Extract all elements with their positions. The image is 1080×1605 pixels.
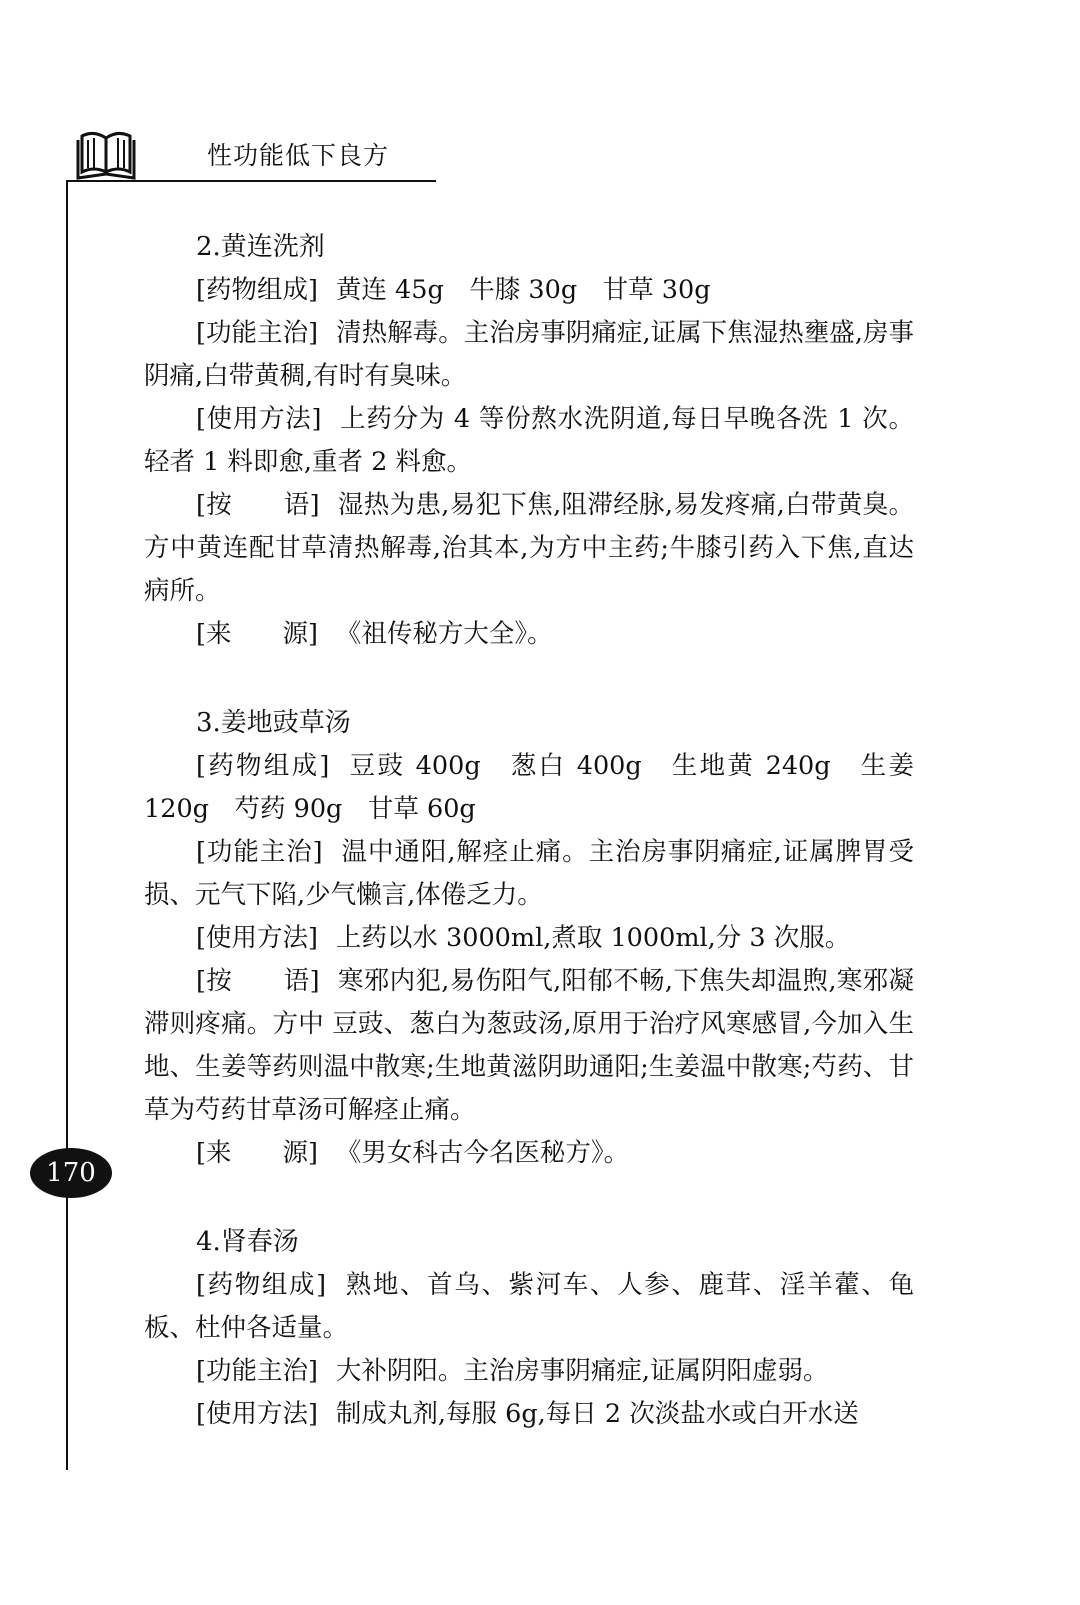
recipe-section (144, 701, 914, 1175)
margin-rule (66, 180, 68, 1470)
entry-text: 清热解毒。主治房事阴痛症,证属下焦湿热壅盛,房事阴痛,白带黄稠,有时有臭味。 (144, 318, 914, 391)
recipe-entry (144, 269, 914, 312)
entry-text: 寒邪内犯,易伤阳气,阳郁不畅,下焦失却温煦,寒邪凝滞则疼痛。方中 豆豉、葱白为葱豉汤,原用于治疗风寒感冒,今加入生地、生姜等药则温中散寒;生地黄滋阴助通阳;生姜温中散寒;芍药、甘草为芍药甘草汤可解痉止痛。 (144, 966, 914, 1125)
recipe-section (144, 1220, 914, 1436)
entry-label: [使用方法] (196, 1399, 318, 1429)
recipe-entry (144, 484, 914, 613)
entry-text: 《男女科古今名医秘方》。 (335, 1138, 630, 1168)
entry-label: [按 语] (196, 966, 320, 996)
entry-label: [来 源] (196, 619, 318, 649)
entry-text: 黄连 45g 牛膝 30g 甘草 30g (335, 275, 711, 305)
recipe-title: 4.肾春汤 (196, 1227, 299, 1257)
entry-label: [药物组成] (196, 751, 330, 781)
entry-text: 制成丸剂,每服 6g,每日 2 次淡盐水或白开水送 (335, 1399, 859, 1429)
entry-text: 上药分为 4 等份熬水洗阴道,每日早晚各洗 1 次。轻者 1 料即愈,重者 2 料愈。 (144, 404, 914, 477)
recipe-title: 3.姜地豉草汤 (196, 708, 351, 738)
entry-label: [药物组成] (196, 1270, 327, 1300)
recipe-entry (144, 312, 914, 398)
entry-text: 上药以水 3000ml,煮取 1000ml,分 3 次服。 (335, 923, 851, 953)
open-book-icon (74, 126, 138, 182)
recipe-entry (144, 613, 914, 656)
recipe-title: 2.黄连洗剂 (196, 232, 325, 262)
running-header (66, 126, 436, 184)
entry-label: [按 语] (196, 490, 320, 520)
recipe-entry (144, 398, 914, 484)
entry-text: 《祖传秘方大全》。 (335, 619, 553, 649)
recipe-entry (144, 831, 914, 917)
entry-label: [药物组成] (196, 275, 318, 305)
entry-label: [使用方法] (196, 923, 318, 953)
recipe-section (144, 225, 914, 656)
recipe-entry (144, 1132, 914, 1175)
page-content (144, 225, 914, 1481)
recipe-entry (144, 960, 914, 1132)
entry-text: 湿热为患,易犯下焦,阻滞经脉,易发疼痛,白带黄臭。方中黄连配甘草清热解毒,治其本,为方中主药;牛膝引药入下焦,直达病所。 (144, 490, 914, 606)
recipe-entry (144, 1393, 914, 1436)
entry-label: [功能主治] (196, 1356, 318, 1386)
recipe-entry (144, 917, 914, 960)
entry-text: 豆豉 400g 葱白 400g 生地黄 240g 生姜 120g 芍药 90g 甘草 60g (144, 751, 914, 824)
header-rule (66, 180, 436, 182)
entry-text: 熟地、首乌、紫河车、人参、鹿茸、淫羊藿、龟板、杜仲各适量。 (144, 1270, 914, 1343)
recipe-entry (144, 745, 914, 831)
page-number-badge: 170 (30, 1148, 112, 1198)
recipe-entry (144, 1264, 914, 1350)
entry-label: [使用方法] (196, 404, 322, 434)
entry-label: [功能主治] (196, 318, 319, 348)
entry-label: [功能主治] (196, 837, 323, 867)
entry-text: 大补阴阳。主治房事阴痛症,证属阴阳虚弱。 (335, 1356, 829, 1386)
recipe-entry (144, 1350, 914, 1393)
entry-text: 温中通阳,解痉止痛。主治房事阴痛症,证属脾胃受损、元气下陷,少气懒言,体倦乏力。 (144, 837, 914, 910)
entry-label: [来 源] (196, 1138, 318, 1168)
running-header-title: 性功能低下良方 (207, 141, 390, 170)
